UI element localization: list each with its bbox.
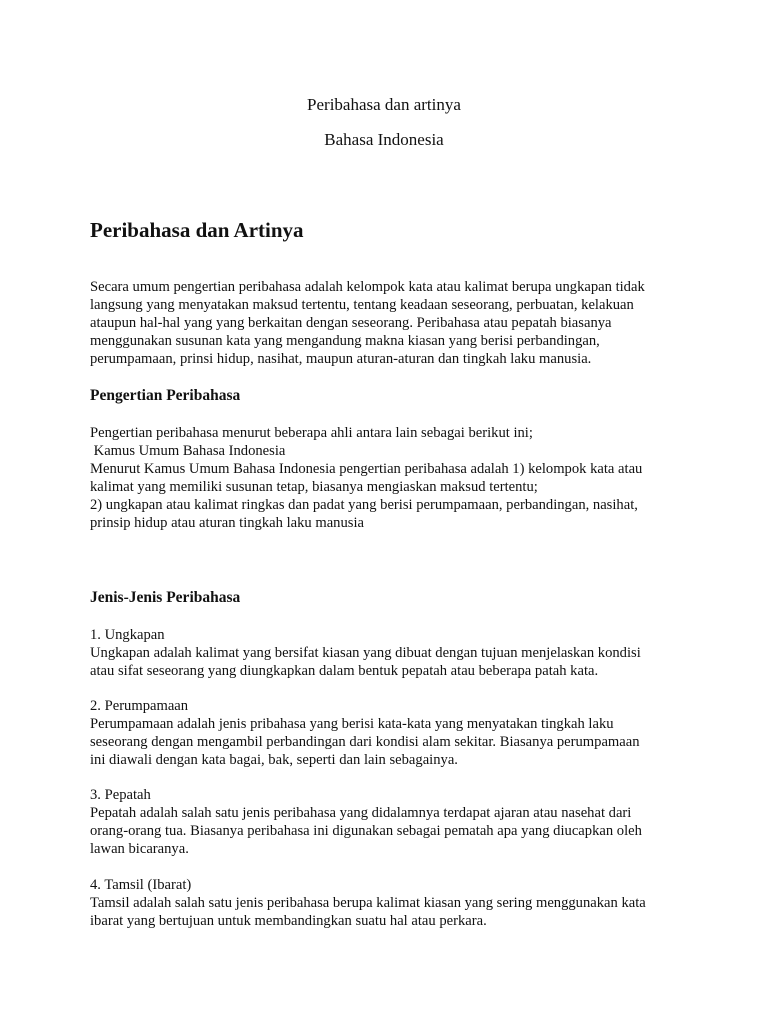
pengertian-line: kalimat yang memiliki susunan tetap, biasanya mengiaskan maksud tertentu; [90,479,538,495]
pengertian-line: prinsip hidup atau aturan tingkah laku manusia [90,515,364,531]
intro-line: perumpamaan, prinsi hidup, nasihat, maupun aturan-aturan dan tingkah laku manusia. [90,351,592,367]
list-item-title: 4. Tamsil (Ibarat) [90,877,192,893]
pengertian-line: Pengertian peribahasa menurut beberapa ahli antara lain sebagai berikut ini; [90,425,533,441]
document-title: Peribahasa dan artinya [307,95,461,114]
intro-line: ataupun hal-hal yang yang berkaitan dengan seseorang. Peribahasa atau pepatah biasanya [90,315,612,331]
list-item-text: Pepatah adalah salah satu jenis peribahasa yang didalamnya terdapat ajaran atau nasehat dari [90,805,632,821]
intro-line: langsung yang menyatakan maksud tertentu, tentang keadaan seseorang, perbuatan, kelakuan [90,297,634,313]
list-item-text: orang-orang tua. Biasanya peribahasa ini digunakan sebagai pematah apa yang diucapkan oleh [90,823,642,839]
document-subtitle: Bahasa Indonesia [324,130,444,149]
list-item-text: lawan bicaranya. [90,841,189,857]
list-item-text: ini diawali dengan kata bagai, bak, seperti dan lain sebagainya. [90,752,458,768]
pengertian-line: Kamus Umum Bahasa Indonesia [90,443,286,459]
list-item-text: seseorang dengan mengambil perbandingan dari kondisi alam sekitar. Biasanya perumpamaan [90,734,640,750]
intro-line: menggunakan susunan kata yang mengandung makna kiasan yang berisi perbandingan, [90,333,600,349]
section-heading-jenis: Jenis-Jenis Peribahasa [90,589,241,606]
list-item-title: 3. Pepatah [90,787,151,803]
list-item-title: 1. Ungkapan [90,627,165,643]
main-heading: Peribahasa dan Artinya [90,218,304,242]
section-heading-pengertian: Pengertian Peribahasa [90,387,241,404]
pengertian-line: Menurut Kamus Umum Bahasa Indonesia pengertian peribahasa adalah 1) kelompok kata atau [90,461,643,477]
list-item-title: 2. Perumpamaan [90,698,189,714]
list-item-text: Ungkapan adalah kalimat yang bersifat kiasan yang dibuat dengan tujuan menjelaskan kondisi [90,645,641,661]
list-item-text: ibarat yang bertujuan untuk membandingkan suatu hal atau perkara. [90,913,487,929]
list-item-text: Perumpamaan adalah jenis pribahasa yang berisi kata-kata yang menyatakan tingkah laku [90,716,614,732]
intro-line: Secara umum pengertian peribahasa adalah kelompok kata atau kalimat berupa ungkapan tidak [90,279,645,295]
pengertian-line: 2) ungkapan atau kalimat ringkas dan padat yang berisi perumpamaan, perbandingan, nasihat, [90,497,638,513]
list-item-text: atau sifat seseorang yang diungkapkan dalam bentuk pepatah atau beberapa patah kata. [90,663,599,679]
list-item-text: Tamsil adalah salah satu jenis peribahasa berupa kalimat kiasan yang sering menggunakan kata [90,895,646,911]
